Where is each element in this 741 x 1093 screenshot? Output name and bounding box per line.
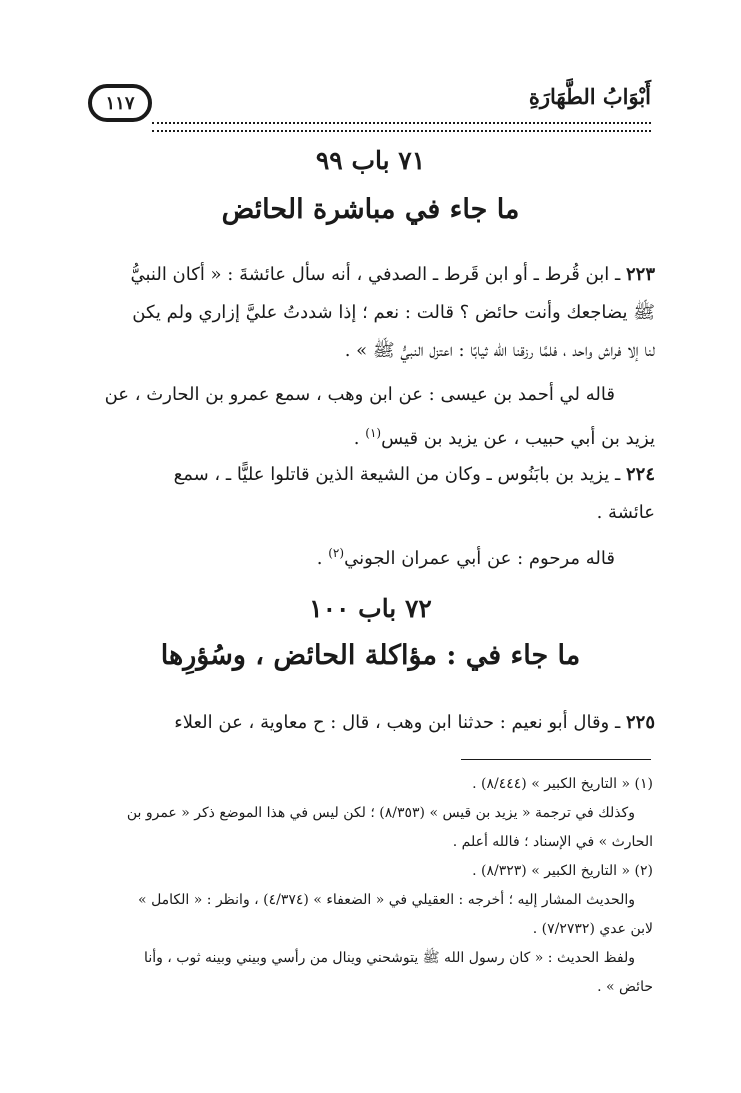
footnote-ref-2: (٢): [328, 546, 345, 560]
hadith-223-line-3: لنا إلا فراش واحد ، فلمَّا رزقنا الله ثيابًا : اعتزل النبيُّ ﷺ » .: [344, 340, 655, 361]
chapter-71-number: ٧١ باب ٩٩: [315, 146, 426, 175]
hadith-224: [86, 456, 655, 532]
footnote-2: (٢) « التاريخ الكبير » (٨/٣٢٣) .: [472, 863, 653, 879]
hadith-223-narration: [86, 376, 655, 458]
hadith-224-line-2: عائشة .: [596, 502, 655, 523]
hadith-223-line-2: ﷺ يضاجعك وأنت حائض ؟ قالت : نعم ؛ إذا شددتُ عليَّ إزاري ولم يكن: [132, 302, 655, 323]
narration-223-line-1: قاله لي أحمد بن عيسى : عن ابن وهب ، سمع عمرو بن الحارث ، عن: [104, 384, 615, 405]
footnote-ref-1: (١): [365, 426, 382, 440]
hadith-223: [86, 256, 655, 370]
footnote-divider: [461, 759, 651, 760]
header-divider: [152, 122, 651, 132]
page-number-badge: [88, 84, 152, 122]
footnote-1-note-line-2: الحارث » في الإسناد ؛ فالله أعلم .: [452, 834, 653, 850]
narration-223-line-2: يزيد بن أبي حبيب ، عن يزيد بن قيس$^{(١)}$ .: [353, 426, 655, 449]
footnote-2-note-line-3: ولفظ الحديث : « كان رسول الله ﷺ يتوشحني وينال من رأسي وبيني وبينه ثوب ، وأنا: [144, 950, 635, 966]
running-title: أَبْوَابُ الطَّهَارَةِ: [528, 84, 651, 109]
hadith-224-line-1: ٢٢٤ ـ يزيد بن بابَنُوس ـ وكان من الشيعة الذين قاتلوا عليًّا ـ ، سمع: [173, 464, 655, 485]
chapter-72-title: ما جاء في : مؤاكلة الحائض ، وسُؤرِها: [160, 640, 581, 671]
hadith-224-number: ٢٢٤: [625, 464, 655, 485]
footnote-2-note-line-2: لابن عدي (٧/٢٧٣٢) .: [532, 921, 653, 937]
footnote-2-note-line-4: حائض » .: [597, 979, 653, 995]
hadith-223-line-1: ٢٢٣ ـ ابن قُرط ـ أو ابن قَرط ـ الصدفي ، أنه سأل عائشةَ : « أكان النبيُّ: [130, 264, 655, 285]
chapter-71-title: ما جاء في مباشرة الحائض: [221, 194, 520, 225]
page-number: ١١٧: [105, 92, 135, 114]
footnotes: [88, 770, 653, 1002]
footnote-1: (١) « التاريخ الكبير » (٨/٤٤٤) .: [472, 776, 653, 792]
hadith-225: ٢٢٥ ـ وقال أبو نعيم : حدثنا ابن وهب ، قال : ح معاوية ، عن العلاء: [174, 712, 655, 733]
hadith-224-narration: قاله مرحوم : عن أبي عمران الجوني$^{(٢)}$ .: [316, 546, 615, 569]
hadith-223-number: ٢٢٣: [625, 264, 655, 285]
footnote-2-note-line-1: والحديث المشار إليه ؛ أخرجه : العقيلي في « الضعفاء » (٤/٣٧٤) ، وانظر : « الكامل »: [138, 892, 635, 908]
hadith-225-number: ٢٢٥: [625, 712, 655, 733]
footnote-1-note-line-1: وكذلك في ترجمة « يزيد بن قيس » (٨/٣٥٣) ؛ لكن ليس في هذا الموضع ذكر « عمرو بن: [126, 805, 635, 821]
chapter-72-number: ٧٢ باب ١٠٠: [309, 594, 432, 623]
